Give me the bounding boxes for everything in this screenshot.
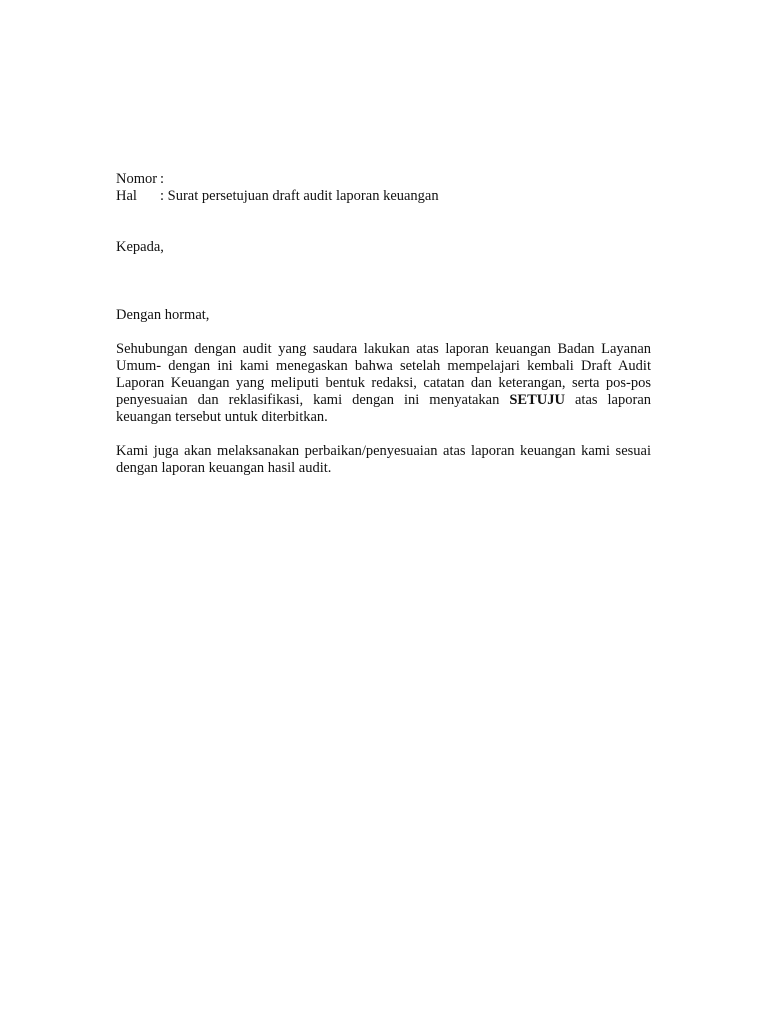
nomor-label: Nomor <box>116 171 158 187</box>
paragraph-approval-text-1: Sehubungan dengan audit yang saudara lakukan atas laporan keuangan Badan Layanan Umum- dengan ini kami menegaskan bahwa setelah mempelajari kembali Draft Audit Laporan Keuangan yang meliputi bentuk redaksi, catatan dan keterangan, serta pos-pos penyesuaian dan reklasifikasi, kami dengan ini menyatakan <box>116 341 651 408</box>
recipient-line: Kepada, <box>116 239 164 255</box>
paragraph-approval <box>116 341 651 426</box>
paragraph-followup: Kami juga akan melaksanakan perbaikan/penyesuaian atas laporan keuangan kami sesuai dengan laporan keuangan hasil audit. <box>116 443 651 476</box>
approval-emphasis: SETUJU <box>509 392 565 408</box>
hal-row <box>116 188 651 205</box>
nomor-value: : <box>160 171 165 187</box>
salutation-line: Dengan hormat, <box>116 307 210 323</box>
letter-body <box>116 171 651 477</box>
hal-value: : Surat persetujuan draft audit laporan keuangan <box>160 188 439 204</box>
paragraph-approval-text-2: atas laporan keuangan tersebut untuk diterbitkan. <box>116 392 652 425</box>
hal-label: Hal <box>116 188 137 204</box>
nomor-row <box>116 171 651 188</box>
